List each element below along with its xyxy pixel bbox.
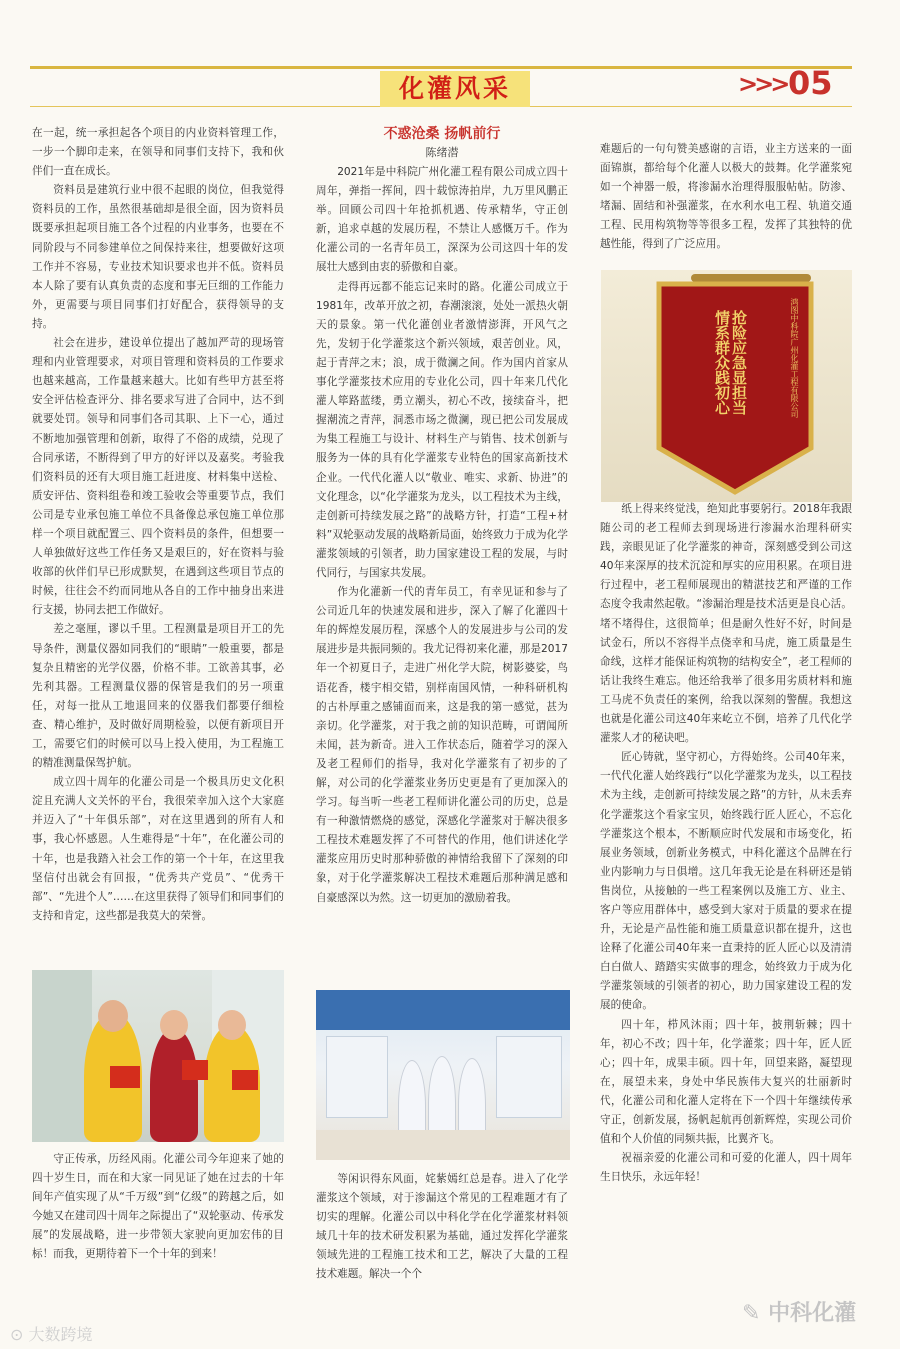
- paragraph: 匠心铸就，坚守初心，方得始终。公司40年来，一代代化灌人始终践行“以化学灌浆为龙头，以工程技术为主线，走创新可持续发展之路”的方针，从未丢弃化学灌浆这个看家宝贝，始终践行匠人匠心，不忘化学灌浆这个根本，不断顺应时代发展和市场变化，拓展业务领域，创新业务模式，中科化灌这个品牌在行业内影响力与日俱增。这几年我无论是在科研还是销售岗位，从接触的一些工程案例以及施工方、业主、客户等应用群体中，感受到大家对于质量的要求在提升，无论是产品性能和施工质量意识都在提升，这也诠释了化灌公司40年来一直秉持的匠人匠心以及清清白白做人、踏踏实实做事的理念，始终致力于成为化学灌浆领域的引领者的初心，助力国家建设工程的发展的使命。: [600, 751, 852, 1012]
- article-author: 陈绪潜: [425, 146, 459, 159]
- chevron-right-icon: >>>: [738, 70, 787, 98]
- flag-icon: [182, 1060, 208, 1080]
- paragraph: 作为化灌新一代的青年员工，有幸见证和参与了公司近几年的快速发展和进步，深入了解了化灌四十年的辉煌发展历程，深感个人的发展进步与公司的发展进步是共振同频的。我尤记得初来化灌，那是2017年一个初夏日子，走进广州化学大院，树影婆娑，鸟语花香，楼宇相交错，别样南国风情，一种科研机构的古朴厚重之感铺面而来，这是我的第一感觉，甚为亲切。化学灌浆，对于我之前的知识范畴，可谓闻所未闻，甚为新奇。进入工作状态后，随着学习的深入及老工程师们的指导，我对化学灌浆有了初步的了解，对公司的化学灌浆业务历史更是有了更加深入的学习。每当听一些老工程师讲化灌公司的历史，总是有一种激情燃烧的感觉，深感化学灌浆对于解决很多工程技术难题发挥了不可替代的作用，他们讲述化学灌浆应用历史时那种骄傲的神情给我留下了深刻的印象，对于化学灌浆解决工程技术难题后那种满足感和自豪感深以为然。这一切更加的激励着我。: [316, 586, 568, 904]
- flag-icon: [110, 1066, 140, 1088]
- watermark-brand: ✎ 中科化灌: [742, 1301, 857, 1326]
- page-number: 05: [788, 64, 833, 102]
- column-2-text: [316, 163, 568, 908]
- column-1-bottom-text: [32, 1150, 284, 1265]
- banner-side-text: 鸿图中科院广州化灌工程有限公司: [790, 298, 799, 418]
- logo-icon: ⊙: [10, 1325, 29, 1344]
- column-1-text: [32, 124, 284, 926]
- person-center: [150, 1028, 198, 1142]
- banner-text: [699, 310, 747, 460]
- paragraph: 2021年是中科院广州化灌工程有限公司成立四十周年，弹指一挥间，四十载惊涛拍岸，九万里风鹏正举。回顾公司四十年抢抓机遇、传承精华，守正创新，追求卓越的发展历程，不禁让人感慨万千。作为化灌公司的一名青年员工，深深为公司这四十年的发展壮大感到由衷的骄傲和自豪。: [316, 166, 568, 274]
- section-title: 化灌风采: [380, 71, 530, 107]
- banner-line-1: 抢险应急显担当: [730, 310, 748, 415]
- paragraph: 等闲识得东风面，姹紫嫣红总是春。进入了化学灌浆这个领域，对于渗漏这个常见的工程难题才有了切实的理解。化灌公司以中科化学在化学灌浆材料领域几十年的技术研发积累为基础，通过发挥化学灌浆领域先进的工程施工技术和工艺，解决了大量的工程技术难题。解决一个个: [316, 1173, 568, 1281]
- photo-exhibition-booth: [316, 990, 570, 1160]
- paragraph: 资料员是建筑行业中很不起眼的岗位，但我觉得资料员的工作，虽然很基础却是很全面，因为资料员既要承担起项目施工各个过程的内业事务，也要在不同阶段与不同参建单位之间保持来往，想要做好这项工作并不容易，专业技术知识要求也并不低。资料员本人除了要有认真负责的态度和事无巨细的工作能力外，更需要与项目同事们打好配合，获得领导的支持。: [32, 184, 284, 330]
- paragraph: 成立四十周年的化灌公司是一个极具历史文化积淀且充满人文关怀的平台，我很荣幸加入这个大家庭并迈入了“十年俱乐部”，对在这里遇到的所有人和事，我心怀感恩。人生难得是“十年”，在化灌公司的十年，也是我踏入社会工作的第一个十年，在这里我坚信付出就会有回报，“优秀共产党员”、“优秀干部”、“先进个人”……在这里获得了领导们和同事们的支持和肯定，这些都是我莫大的荣誉。: [32, 776, 284, 922]
- column-2-bottom-text: [316, 1170, 568, 1285]
- flag-icon: [232, 1070, 258, 1090]
- photo-silk-banner: [601, 270, 852, 502]
- photo-three-employees: [32, 970, 284, 1142]
- column-3-bottom-text: [600, 500, 852, 1187]
- column-3-text: [600, 140, 852, 255]
- paragraph: 社会在进步，建设单位提出了越加严苛的现场管理和内业管理要求，对项目管理和资料员的工作要求也越来越高，工作量越来越大。比如有些甲方甚至将安全评估检查评分、排名要求写进了合同中，达不到就要处罚。领导和同事们各司其职、上下一心，通过不断地加强管理和创新，取得了不俗的成绩，兑现了合同承诺，不断得到了甲方的好评以及嘉奖。考验我们资料员的还有大项目施工赶进度、材料集中送检、质安评估、资料组卷和竣工验收会等重要节点，我们公司是专业承包施工单位不具备像总承包施工单位那样一个项目就配置三、四个资料员的条件，但想要一人单独做好这些工作任务又是艰巨的，好在资料与验收部的伙伴们早已形成默契，在遇到这些项目节点的时候，往往会不约而同地从各自的工作中抽身出来进行支援，协同去把工作做好。: [32, 337, 284, 617]
- paragraph: 走得再远都不能忘记来时的路。化灌公司成立于1981年，改革开放之初，春潮滚滚，处处一派热火朝天的景象。第一代化灌创业者激情澎湃，开风气之先，发轫于化学灌浆这个新兴领域，艰苦创业。风，起于青萍之末；浪，成于微澜之间。作为国内首家从事化学灌浆技术应用的专业化公司，四十年来几代化灌人筚路蓝缕，勇立潮头，初心不改，接续奋斗，把握潮流之青萍，洞悉市场之微澜，现已把公司发展成为集工程施工与设计、材料生产与销售、技术创新与服务为一体的具有化学灌浆专业特色的国家高新技术企业。一代代化灌人以“敬业、唯实、求新、协进”的文化理念，以“化学灌浆为龙头，以工程技术为主线，走创新可持续发展之路”的战略方针，打造“工程+材料”双轮驱动发展的战略新局面，始终致力于成为化学灌浆领域的引领者，助力国家建设工程的发展，与时代同行，与国家共发展。: [316, 280, 568, 579]
- paragraph: 差之毫厘，谬以千里。工程测量是项目开工的先导条件，测量仪器如同我们的“眼睛”一般重要，都是复杂且精密的光学仪器，价格不菲。工欲善其事，必先利其器。工程测量仪器的保管是我们的另一项重任，对每一批从工地退回来的仪器我们都要仔细检查、精心维护，及时做好周期检验，以便有新项目开工，需要它们的时候可以马上投入使用，为工程施工的精准测量保驾护航。: [32, 623, 284, 770]
- page-header: [30, 62, 852, 112]
- header-rule-top: [30, 66, 852, 69]
- wechat-icon: ✎: [742, 1301, 769, 1326]
- article-heading: [316, 124, 568, 162]
- paragraph: 在一起，统一承担起各个项目的内业资料管理工作，一步一个脚印走来，在领导和同事们支持下，我和伙伴们一直在成长。: [32, 127, 284, 178]
- paragraph: 祝福亲爱的化灌公司和可爱的化灌人，四十周年生日快乐，永远年轻！: [600, 1152, 852, 1184]
- paragraph: 四十年，栉风沐雨；四十年，披荆斩棘；四十年，初心不改；四十年，化学灌浆；四十年，匠人匠心；四十年，成果丰硕。四十年，回望来路，凝望现在，展望未来，身处中华民族伟大复兴的壮丽新时代，化灌公司和化灌人定将在下一个四十年继续传承守正，创新发展，扬帆起航再创新辉煌，实现公司价值和个人价值的同频共振，比翼齐飞。: [600, 1018, 852, 1146]
- banner-line-2: 情系群众践初心: [713, 310, 731, 415]
- watermark-left: ⊙ 大数跨境: [10, 1325, 93, 1344]
- paragraph: 守正传承，历经风雨。化灌公司今年迎来了她的四十岁生日，而在和大家一同见证了她在过去的十年间年产值实现了从“千万级”到“亿级”的跨越之后，如今她又在建司四十周年之际提出了“双轮驱动、传承发展”的发展战略，进一步带领大家驶向更加宏伟的目标！而我，更期待着下一个十年的到来！: [32, 1153, 284, 1261]
- paragraph: 纸上得来终觉浅，绝知此事要躬行。2018年我跟随公司的老工程师去到现场进行渗漏水治理科研实践，亲眼见证了化学灌浆的神奇，深刻感受到公司这40年来深厚的技术沉淀和厚实的应用积累。在项目进行过程中，老工程师展现出的精湛技艺和严谨的工作态度令我肃然起敬。“渗漏治理是技术活更是良心活。堵不堵得住，这很简单；但是耐久性好不好，时间是试金石，所以不容得半点侥幸和马虎，施工质量是生命线，这样才能保证构筑物的结构安全”，老工程师的话让我终生难忘。他还给我举了很多用劣质材料和施工马虎不负责任的案例，给我以深刻的警醒。我想这也就是化灌公司这40年来屹立不倒，培养了几代化学灌浆人才的秘诀吧。: [600, 503, 852, 745]
- article-title: 不惑沧桑 扬帆前行: [383, 126, 501, 142]
- paragraph: 难题后的一句句赞美感谢的言语，业主方送来的一面面锦旗，都给每个化灌人以极大的鼓舞。化学灌浆宛如一个神器一般，将渗漏水治理得服服帖帖。防渗、堵漏、固结和补强灌浆，在水利水电工程、轨道交通工程、民用构筑物等等很多工程，发挥了其独特的优越性能，得到了广泛应用。: [600, 143, 852, 251]
